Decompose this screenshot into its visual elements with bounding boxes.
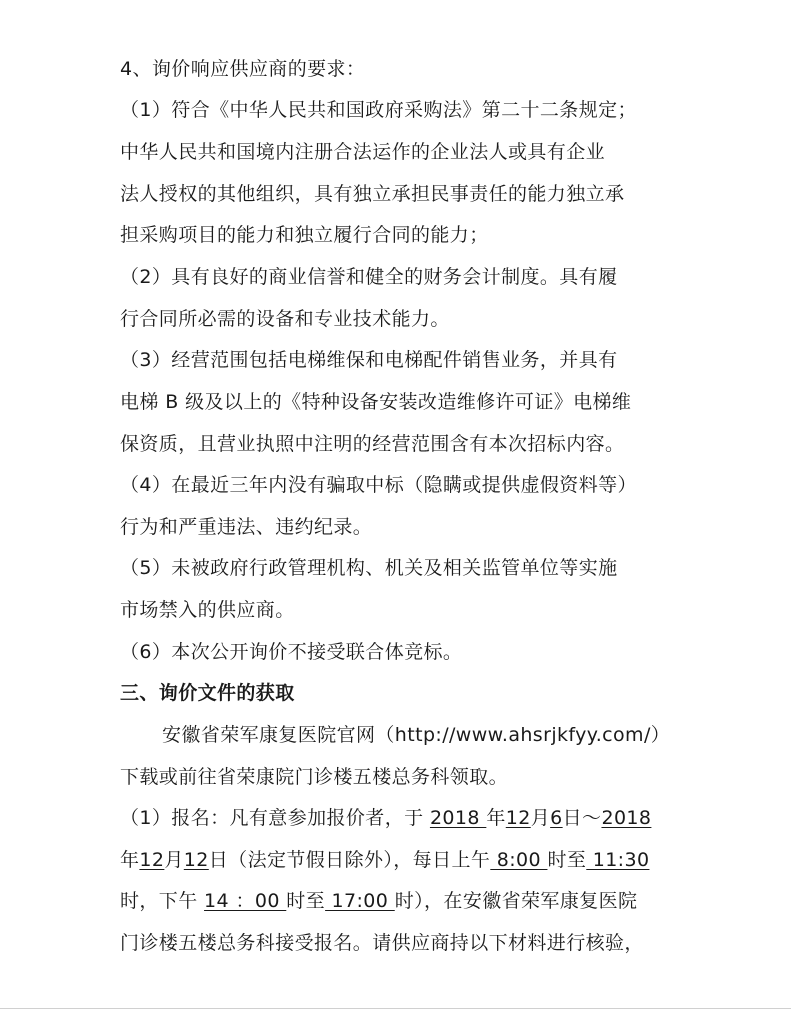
pm-start-time: 14 ：00 bbox=[204, 890, 287, 912]
registration-line-2 bbox=[120, 847, 649, 873]
requirement-1-line-1: （1）符合《中华人民共和国政府采购法》第二十二条规定； bbox=[120, 99, 637, 121]
page-bottom-divider bbox=[0, 1008, 791, 1009]
registration-text: 时，下午 bbox=[120, 890, 205, 912]
registration-text: 年 bbox=[486, 807, 506, 829]
requirement-1-line-4: 担采购项目的能力和独立履行合同的能力； bbox=[120, 224, 489, 246]
am-start-time: 8:00 bbox=[490, 849, 548, 871]
end-month: 12 bbox=[139, 849, 165, 871]
registration-text: 日～ bbox=[562, 807, 602, 829]
requirement-1-line-2: 中华人民共和国境内注册合法运作的企业法人或具有企业 bbox=[120, 141, 606, 163]
start-year: 2018 bbox=[429, 807, 487, 829]
start-day: 6 bbox=[550, 807, 563, 829]
section-3-heading: 三、询价文件的获取 bbox=[120, 682, 295, 704]
requirement-3-line-1: （3）经营范围包括电梯维保和电梯配件销售业务，并具有 bbox=[120, 349, 618, 371]
pm-end-time: 17:00 bbox=[325, 890, 395, 912]
obtain-paragraph-line-1: 安徽省荣军康复医院官网（http://www.ahsrjkfyy.com/） bbox=[162, 724, 671, 746]
registration-text: 时至 bbox=[286, 890, 326, 912]
registration-text: 月 bbox=[530, 807, 551, 829]
registration-line-1 bbox=[120, 805, 651, 831]
registration-text: 日（法定节假日除外），每日上午 bbox=[208, 849, 491, 871]
am-end-time: 11:30 bbox=[586, 849, 650, 871]
start-month: 12 bbox=[505, 807, 531, 829]
registration-text: 时至 bbox=[547, 849, 587, 871]
requirement-4-line-2: 行为和严重违法、违约纪录。 bbox=[120, 516, 373, 538]
requirement-6-line: （6）本次公开询价不接受联合体竞标。 bbox=[120, 641, 463, 663]
registration-text: 月 bbox=[164, 849, 184, 871]
end-year: 2018 bbox=[601, 807, 652, 829]
end-day: 12 bbox=[183, 849, 209, 871]
requirement-5-line-1: （5）未被政府行政管理机构、机关及相关监管单位等实施 bbox=[120, 557, 618, 579]
requirements-heading: 4、询价响应供应商的要求： bbox=[120, 58, 366, 80]
registration-line-4: 门诊楼五楼总务科接受报名。请供应商持以下材料进行核验， bbox=[120, 932, 644, 954]
registration-text: （1）报名：凡有意参加报价者，于 bbox=[120, 807, 430, 829]
requirement-3-line-2: 电梯 B 级及以上的《特种设备安装改造维修许可证》电梯维 bbox=[120, 391, 632, 413]
registration-line-3 bbox=[120, 888, 637, 914]
requirement-2-line-1: （2）具有良好的商业信誉和健全的财务会计制度。具有履 bbox=[120, 266, 618, 288]
obtain-paragraph-line-2: 下载或前往省荣康院门诊楼五楼总务科领取。 bbox=[120, 766, 509, 788]
registration-text: 时），在安徽省荣军康复医院 bbox=[394, 890, 638, 912]
requirement-4-line-1: （4）在最近三年内没有骗取中标（隐瞒或提供虚假资料等） bbox=[120, 474, 637, 496]
requirement-3-line-3: 保资质，且营业执照中注明的经营范围含有本次招标内容。 bbox=[120, 433, 625, 455]
requirement-1-line-3: 法人授权的其他组织，具有独立承担民事责任的能力独立承 bbox=[120, 183, 625, 205]
requirement-2-line-2: 行合同所必需的设备和专业技术能力。 bbox=[120, 308, 450, 330]
registration-text: 年 bbox=[120, 849, 140, 871]
requirement-5-line-2: 市场禁入的供应商。 bbox=[120, 599, 295, 621]
